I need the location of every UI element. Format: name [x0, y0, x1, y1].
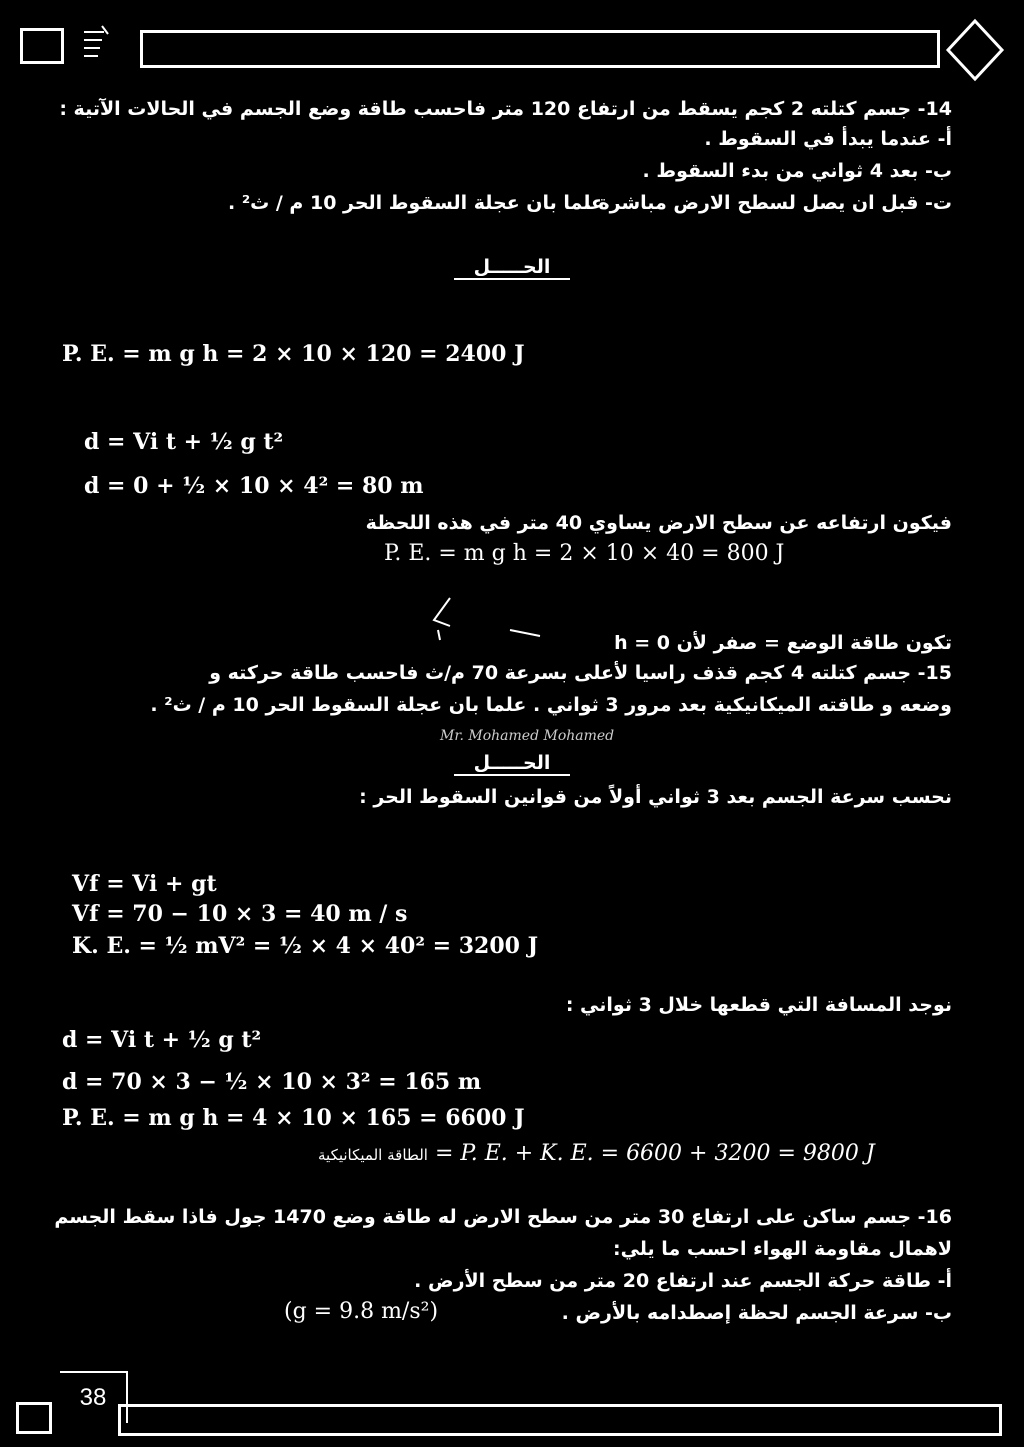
problem15-statement: 15- جسم كتلته 4 كجم قذف راسيا لأعلى بسرعة 70 م/ث فاحسب طاقة حركته و	[209, 662, 952, 684]
header-bar	[140, 30, 940, 68]
scan-mark	[420, 590, 550, 650]
problem14-eq-d-general: d = Vi t + ½ g t²	[84, 429, 284, 455]
problem14-gravity-note: علما بان عجلة السقوط الحر 10 م / ث² .	[227, 192, 604, 214]
problem14-eq-d-values: d = 0 + ½ × 10 × 4² = 80 m	[84, 473, 424, 499]
problem16-g-value: (g = 9.8 m/s²)	[284, 1299, 439, 1324]
problem16-statement: 16- جسم ساكن على ارتفاع 30 متر من سطح الارض له طاقة وضع 1470 جول فاذا سقط الجسم	[54, 1206, 952, 1228]
problem14-statement: 14- جسم كتلته 2 كجم يسقط من ارتفاع 120 متر فاحسب طاقة وضع الجسم في الحالات الآتية :	[59, 98, 952, 120]
problem15-eq-ke: K. E. = ½ mV² = ½ × 4 × 40² = 3200 J	[72, 933, 539, 959]
footer-square-left	[16, 1402, 52, 1434]
header-lines-icon	[82, 24, 112, 64]
problem14-final-text: تكون طاقة الوضع = صفر لأن h = 0	[614, 632, 952, 654]
problem15-distance-text: نوجد المسافة التي قطعها خلال 3 ثواني :	[565, 994, 952, 1016]
problem15-eq-d-values: d = 70 × 3 − ½ × 10 × 3² = 165 m	[62, 1069, 482, 1095]
problem14-solution-label: الحـــــل	[0, 256, 1024, 280]
problem15-eq-me-values: = P. E. + K. E. = 6600 + 3200 = 9800 J	[434, 1141, 875, 1166]
problem15-eq-me-prefix: الطاقة الميكانيكية	[318, 1146, 428, 1164]
footer-bar	[118, 1404, 1002, 1436]
header-square-left	[20, 28, 64, 64]
problem14-part-b: ب- بعد 4 ثواني من بدء السقوط .	[642, 160, 952, 182]
problem15-speed-text: نحسب سرعة الجسم بعد 3 ثواني أولاً من قوانين السقوط الحر :	[359, 786, 952, 808]
problem16-statement2: لاهمال مقاومة الهواء احسب ما يلي:	[612, 1238, 952, 1260]
problem15-statement2: وضعه و طاقته الميكانيكية بعد مرور 3 ثواني . علما بان عجلة السقوط الحر 10 م / ث² .	[150, 694, 952, 716]
problem15-solution-label: الحـــــل	[0, 752, 1024, 776]
problem15-watermark: Mr. Mohamed Mohamed	[440, 728, 615, 744]
problem15-eq-vf-general: Vf = Vi + gt	[72, 871, 217, 897]
problem15-eq-d-general: d = Vi t + ½ g t²	[62, 1027, 262, 1053]
problem16-part-a: أ- طاقة حركة الجسم عند ارتفاع 20 متر من سطح الأرض .	[414, 1270, 952, 1292]
page-number: 38	[60, 1371, 128, 1423]
problem14-height-text: فيكون ارتفاعه عن سطح الارض يساوي 40 متر في هذه اللحظة	[365, 512, 952, 534]
problem15-eq-vf-values: Vf = 70 − 10 × 3 = 40 m / s	[72, 901, 408, 927]
problem16-part-b: ب- سرعة الجسم لحظة إصطدامه بالأرض .	[561, 1302, 952, 1324]
problem15-eq-pe: P. E. = m g h = 4 × 10 × 165 = 6600 J	[62, 1105, 525, 1131]
problem14-eq-pe-start: P. E. = m g h = 2 × 10 × 120 = 2400 J	[62, 341, 525, 367]
problem14-eq-pe-4s: P. E. = m g h = 2 × 10 × 40 = 800 J	[384, 541, 785, 566]
header-diamond-icon	[945, 18, 1005, 82]
problem15-eq-me	[318, 1140, 875, 1169]
problem14-part-c: ت- قبل ان يصل لسطح الارض مباشرة .	[584, 192, 952, 214]
problem14-part-a: أ- عندما يبدأ في السقوط .	[704, 128, 952, 150]
